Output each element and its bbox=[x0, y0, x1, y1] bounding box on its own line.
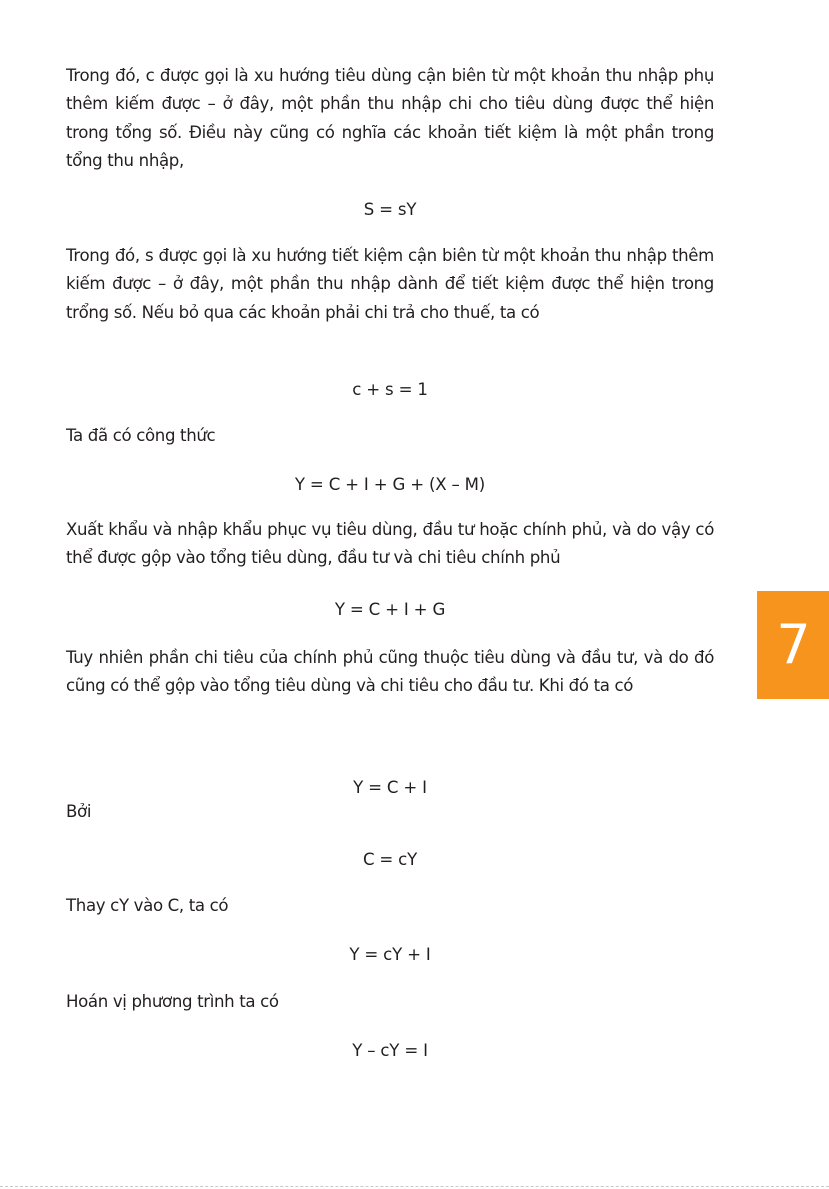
paragraph-marginal-saving: Trong đó, s được gọi là xu hướng tiết kiệm cận biên từ một khoản thu nhập thêm kiếm được – ở đây, một phần thu nhập dành để tiết kiệm được thể hiện trong trổng số. Nếu bỏ qua các khoản phải chi trả cho thuế, ta có bbox=[66, 246, 714, 322]
formula-gdp-full: Y = C + I + G + (X – M) bbox=[294, 475, 486, 494]
page-bottom-divider bbox=[0, 1186, 829, 1187]
formula-gdp-ci: Y = C + I bbox=[353, 778, 427, 797]
formula-gdp-cig: Y = C + I + G bbox=[334, 600, 446, 619]
paragraph-known-formula: Ta đã có công thức bbox=[66, 426, 216, 445]
paragraph-because: Bởi bbox=[66, 802, 92, 821]
paragraph-substitute: Thay cY vào C, ta có bbox=[66, 896, 229, 915]
formula-savings: S = sY bbox=[363, 200, 417, 219]
paragraph-government-spending: Tuy nhiên phần chi tiêu của chính phủ cũng thuộc tiêu dùng và đầu tư, và do đó cũng có thể gộp vào tổng tiêu dùng và chi tiêu cho đầu tư. Khi đó ta có bbox=[66, 648, 714, 696]
paragraph-marginal-consumption: Trong đó, c được gọi là xu hướng tiêu dùng cận biên từ một khoản thu nhập phụ thêm kiếm được – ở đây, một phần thu nhập chi cho tiêu dùng được thể hiện trong tổng số. Điều này cũng có nghĩa các khoản tiết kiệm là một phần trong tổng thu nhập, bbox=[66, 66, 714, 171]
paragraph-exports-imports: Xuất khẩu và nhập khẩu phục vụ tiêu dùng, đầu tư hoặc chính phủ, và do vậy có thể được gộp vào tổng tiêu dùng, đầu tư và chi tiêu chính phủ bbox=[66, 520, 714, 568]
formula-c-plus-s: c + s = 1 bbox=[352, 380, 428, 399]
formula-rearranged: Y – cY = I bbox=[352, 1041, 428, 1060]
paragraph-rearrange: Hoán vị phương trình ta có bbox=[66, 992, 279, 1011]
formula-consumption: C = cY bbox=[362, 850, 418, 869]
chapter-tab bbox=[757, 591, 829, 699]
chapter-number: 7 bbox=[776, 613, 810, 676]
formula-substituted: Y = cY + I bbox=[349, 945, 431, 964]
